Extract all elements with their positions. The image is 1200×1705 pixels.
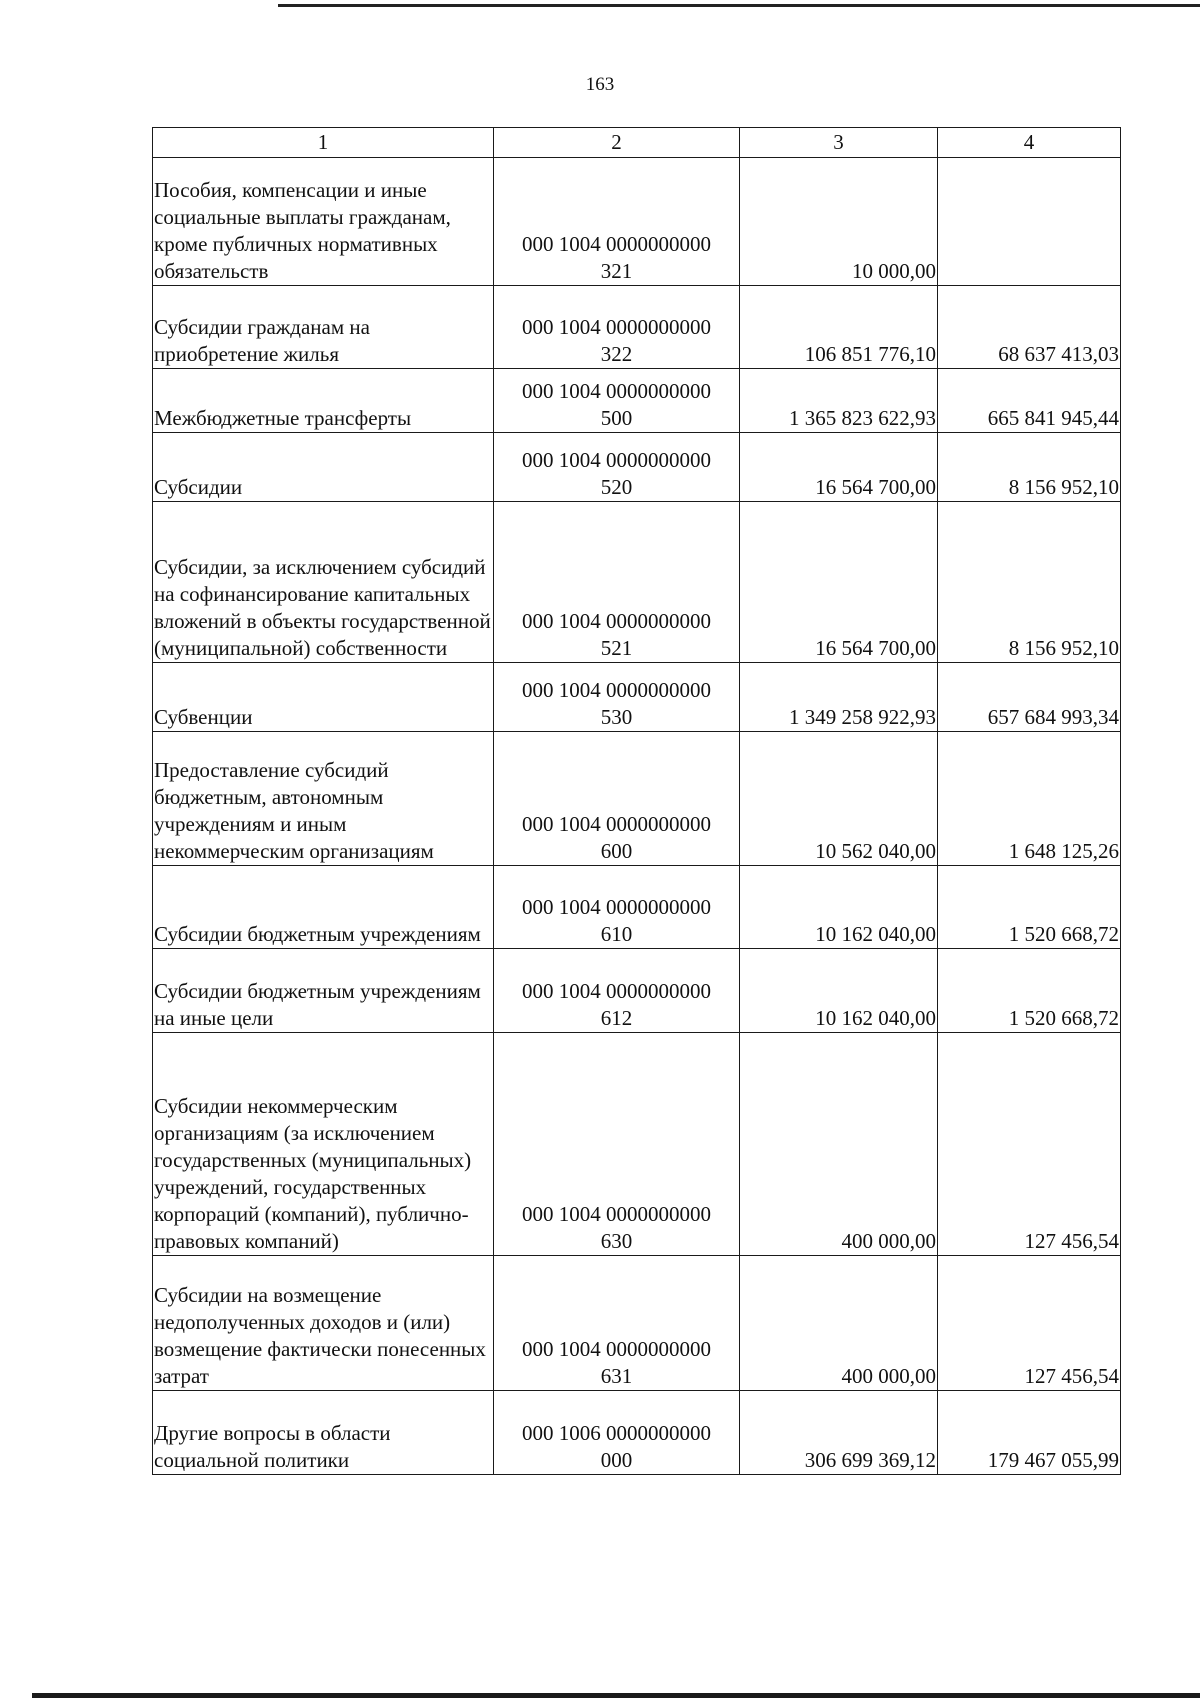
code-classifier: 000 1004 0000000000: [522, 812, 711, 836]
header-row: [153, 128, 1121, 158]
row-col3-value: 10 000,00: [740, 158, 938, 286]
row-name: Пособия, компенсации и иные социальные выплаты гражданам, кроме публичных нормативных обязательств: [153, 158, 494, 286]
header-col-1: 1: [153, 128, 494, 158]
code-kvr: 612: [600, 1006, 633, 1030]
row-code: [494, 1256, 740, 1391]
row-col4-value: 657 684 993,34: [938, 663, 1121, 732]
row-name: Субсидии бюджетным учреждениям на иные цели: [153, 949, 494, 1033]
code-kvr: 520: [600, 475, 633, 499]
row-col3-value: 400 000,00: [740, 1033, 938, 1256]
code-classifier: 000 1004 0000000000: [522, 232, 711, 256]
page-number: 163: [585, 74, 615, 95]
table-row: [153, 502, 1121, 663]
code-classifier: 000 1004 0000000000: [522, 379, 711, 403]
row-col4-value: [938, 158, 1121, 286]
table-row: [153, 369, 1121, 433]
row-name: Другие вопросы в области социальной политики: [153, 1391, 494, 1475]
code-kvr: 610: [600, 922, 633, 946]
code-kvr: 321: [600, 259, 633, 283]
row-col3-value: 10 562 040,00: [740, 732, 938, 866]
code-classifier: 000 1004 0000000000: [522, 1202, 711, 1226]
code-classifier: 000 1004 0000000000: [522, 678, 711, 702]
row-col3-value: 10 162 040,00: [740, 866, 938, 949]
row-name: Предоставление субсидий бюджетным, автономным учреждениям и иным некоммерческим организациям: [153, 732, 494, 866]
row-code: [494, 1391, 740, 1475]
row-code: [494, 502, 740, 663]
code-kvr: 600: [600, 839, 633, 863]
code-kvr: 000: [600, 1448, 633, 1472]
code-classifier: 000 1004 0000000000: [522, 315, 711, 339]
row-name: Субсидии: [153, 433, 494, 502]
table-row: [153, 949, 1121, 1033]
table-row: [153, 732, 1121, 866]
row-col3-value: 16 564 700,00: [740, 433, 938, 502]
row-code: [494, 866, 740, 949]
row-name: Субвенции: [153, 663, 494, 732]
header-col-3: 3: [740, 128, 938, 158]
code-kvr: 500: [600, 406, 633, 430]
row-code: [494, 286, 740, 369]
row-col3-value: 306 699 369,12: [740, 1391, 938, 1475]
row-col3-value: 400 000,00: [740, 1256, 938, 1391]
row-col3-value: 106 851 776,10: [740, 286, 938, 369]
row-col4-value: 127 456,54: [938, 1256, 1121, 1391]
row-name: Субсидии бюджетным учреждениям: [153, 866, 494, 949]
table-row: [153, 866, 1121, 949]
table-row: [153, 286, 1121, 369]
row-col4-value: 1 648 125,26: [938, 732, 1121, 866]
code-kvr: 631: [600, 1364, 633, 1388]
table-row: [153, 433, 1121, 502]
table-row: [153, 1391, 1121, 1475]
header-col-4: 4: [938, 128, 1121, 158]
code-kvr: 630: [600, 1229, 633, 1253]
row-code: [494, 433, 740, 502]
table-row: [153, 663, 1121, 732]
budget-table: [152, 127, 1121, 1475]
row-code: [494, 1033, 740, 1256]
row-col4-value: 68 637 413,03: [938, 286, 1121, 369]
code-classifier: 000 1004 0000000000: [522, 609, 711, 633]
code-kvr: 530: [600, 705, 633, 729]
code-classifier: 000 1004 0000000000: [522, 979, 711, 1003]
row-col4-value: 665 841 945,44: [938, 369, 1121, 433]
header-col-2: 2: [494, 128, 740, 158]
table-row: [153, 158, 1121, 286]
row-col4-value: 8 156 952,10: [938, 502, 1121, 663]
row-code: [494, 369, 740, 433]
row-code: [494, 158, 740, 286]
code-classifier: 000 1004 0000000000: [522, 448, 711, 472]
row-col4-value: 1 520 668,72: [938, 949, 1121, 1033]
code-classifier: 000 1006 0000000000: [522, 1421, 711, 1445]
scan-top-rule: [278, 4, 1200, 7]
row-col3-value: 1 349 258 922,93: [740, 663, 938, 732]
row-col4-value: 8 156 952,10: [938, 433, 1121, 502]
code-classifier: 000 1004 0000000000: [522, 1337, 711, 1361]
row-col4-value: 1 520 668,72: [938, 866, 1121, 949]
row-name: Субсидии на возмещение недополученных доходов и (или) возмещение фактически понесенных затрат: [153, 1256, 494, 1391]
row-name: Межбюджетные трансферты: [153, 369, 494, 433]
table-row: [153, 1033, 1121, 1256]
row-col3-value: 10 162 040,00: [740, 949, 938, 1033]
row-col3-value: 1 365 823 622,93: [740, 369, 938, 433]
code-kvr: 521: [600, 636, 633, 660]
row-col4-value: 127 456,54: [938, 1033, 1121, 1256]
row-name: Субсидии, за исключением субсидий на софинансирование капитальных вложений в объекты государственной (муниципальной) собственности: [153, 502, 494, 663]
row-code: [494, 949, 740, 1033]
row-code: [494, 732, 740, 866]
code-classifier: 000 1004 0000000000: [522, 895, 711, 919]
scan-bottom-rule: [32, 1693, 1200, 1698]
row-name: Субсидии гражданам на приобретение жилья: [153, 286, 494, 369]
code-kvr: 322: [600, 342, 633, 366]
row-col3-value: 16 564 700,00: [740, 502, 938, 663]
table-row: [153, 1256, 1121, 1391]
row-code: [494, 663, 740, 732]
row-name: Субсидии некоммерческим организациям (за исключением государственных (муниципальных) учреждений, государственных корпораций (компаний), публично-правовых компаний): [153, 1033, 494, 1256]
row-col4-value: 179 467 055,99: [938, 1391, 1121, 1475]
